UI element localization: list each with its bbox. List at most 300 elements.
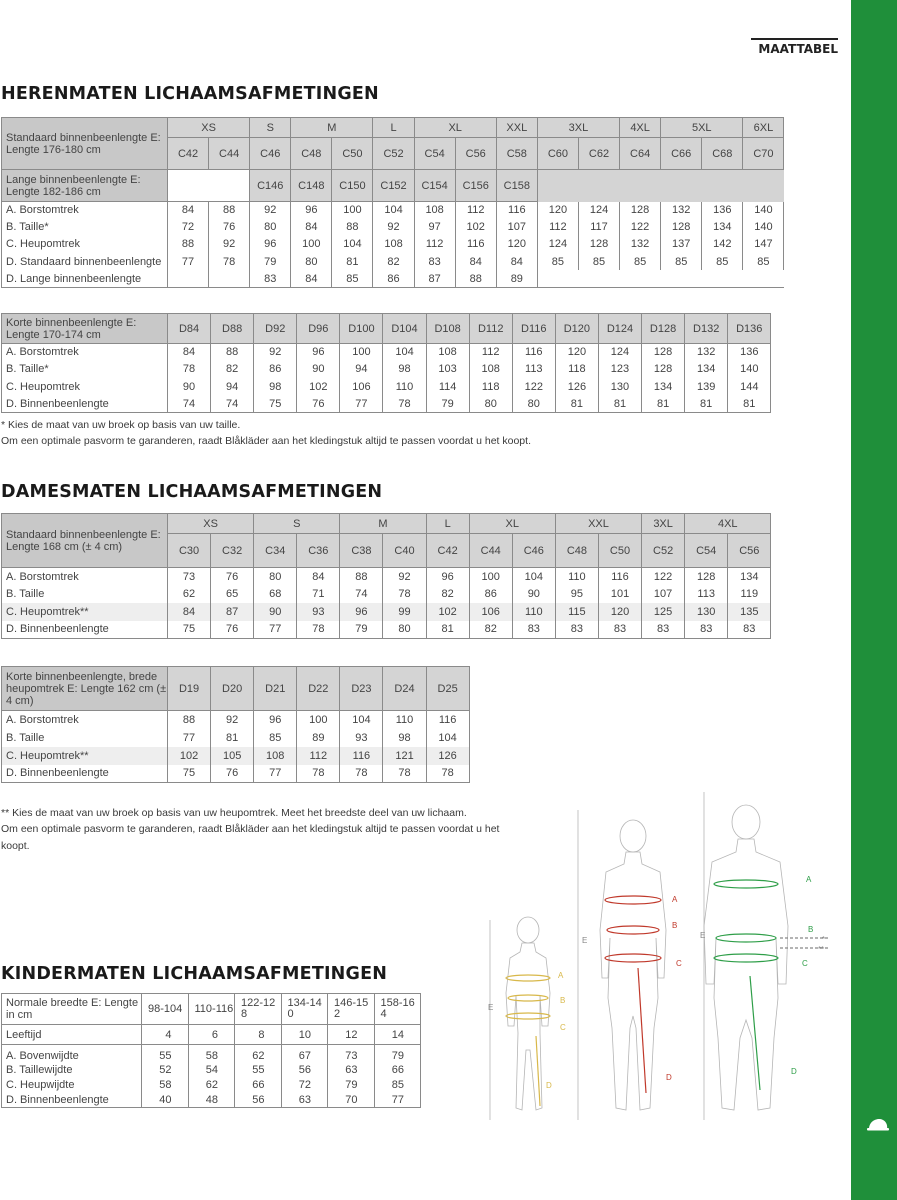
row-label: A. Borstomtrek xyxy=(2,568,168,586)
row-label: B. Taille* xyxy=(2,219,168,236)
age-cell: 6 xyxy=(188,1025,235,1045)
size-code: C156 xyxy=(455,170,496,202)
size-code: C70 xyxy=(743,138,784,170)
size-code: D24 xyxy=(383,667,426,711)
table-cell: 92 xyxy=(211,711,254,729)
size-group-header: 5XL xyxy=(661,118,743,138)
row-label: D. Binnenbeenlengte xyxy=(2,395,168,412)
table-cell: 70 xyxy=(328,1093,375,1108)
table-cell: 128 xyxy=(661,219,702,236)
table-cell: 108 xyxy=(254,747,297,765)
size-code: C52 xyxy=(373,138,414,170)
table-cell: 81 xyxy=(426,621,469,639)
svg-text:D: D xyxy=(791,1067,797,1076)
table-cell: 122 xyxy=(642,568,685,586)
table-cell: 62 xyxy=(235,1045,282,1063)
row-label: D. Binnenbeenlengte xyxy=(2,1093,142,1108)
table-cell: 85 xyxy=(537,253,578,270)
side-color-bar xyxy=(851,0,897,1200)
table-cell: 63 xyxy=(281,1093,328,1108)
row-label: C. Heupwijdte xyxy=(2,1078,142,1093)
table-cell: 128 xyxy=(642,361,685,378)
size-code: C146 xyxy=(250,170,291,202)
size-code: D19 xyxy=(168,667,211,711)
table-cell: 81 xyxy=(685,395,728,412)
size-group-header: 4XL xyxy=(620,118,661,138)
table-cell: 66 xyxy=(374,1063,421,1078)
table-row xyxy=(2,621,771,639)
table-cell: 78 xyxy=(383,395,426,412)
table-row xyxy=(2,253,784,270)
table-cell: 134 xyxy=(702,219,743,236)
table-cell: 81 xyxy=(642,395,685,412)
table-cell: 78 xyxy=(383,765,426,783)
table-cell: 79 xyxy=(328,1078,375,1093)
table-cell: 108 xyxy=(469,361,512,378)
table-cell: 78 xyxy=(383,585,426,603)
table-cell: 121 xyxy=(383,747,426,765)
table-cell: 75 xyxy=(168,765,211,783)
table-cell: 56 xyxy=(235,1093,282,1108)
table-cell: 98 xyxy=(383,361,426,378)
table-cell: 76 xyxy=(297,395,340,412)
table-cell: 79 xyxy=(374,1045,421,1063)
men-note-2: Om een optimale pasvorm te garanderen, raadt Blåkläder aan het kledingstuk altijd te passen voordat u het koopt. xyxy=(1,435,531,447)
table-cell: 80 xyxy=(383,621,426,639)
table-cell: 84 xyxy=(168,603,211,621)
size-code: D84 xyxy=(168,314,211,344)
size-code: D136 xyxy=(728,314,771,344)
table-row xyxy=(2,395,771,412)
row-label: B. Taille xyxy=(2,729,168,747)
length-range: 98-104 xyxy=(142,994,189,1025)
length-range: 134-140 xyxy=(281,994,328,1025)
table-cell: 140 xyxy=(743,219,784,236)
table-cell: 128 xyxy=(578,236,619,253)
svg-text:E: E xyxy=(700,931,706,940)
size-code: C148 xyxy=(291,170,332,202)
svg-text:**: ** xyxy=(818,945,825,954)
table-row xyxy=(2,378,771,395)
table-cell: 116 xyxy=(455,236,496,253)
size-code: D25 xyxy=(426,667,469,711)
size-code: D23 xyxy=(340,667,383,711)
size-code: C36 xyxy=(297,534,340,568)
size-group-header: XL xyxy=(414,118,496,138)
table-cell: 101 xyxy=(598,585,641,603)
size-code: C46 xyxy=(512,534,555,568)
table-cell: 124 xyxy=(537,236,578,253)
table-cell: 83 xyxy=(250,270,291,287)
table-cell: 81 xyxy=(211,729,254,747)
size-code: C44 xyxy=(209,138,250,170)
table-cell: 100 xyxy=(332,202,373,219)
table-cell: 116 xyxy=(340,747,383,765)
table-cell: 73 xyxy=(168,568,211,586)
table-cell: 118 xyxy=(469,378,512,395)
table-cell: 100 xyxy=(340,344,383,361)
table-cell: 110 xyxy=(383,378,426,395)
row-label: C. Heupomtrek xyxy=(2,236,168,253)
women-short-size-table xyxy=(1,666,470,783)
size-code: C32 xyxy=(211,534,254,568)
helmet-logo-icon xyxy=(867,1118,889,1132)
size-group-header: L xyxy=(426,514,469,534)
table-cell: 84 xyxy=(297,568,340,586)
table-cell: 99 xyxy=(383,603,426,621)
row-label: D. Binnenbeenlengte xyxy=(2,765,168,783)
size-code: C48 xyxy=(291,138,332,170)
table-cell: 85 xyxy=(578,253,619,270)
table-cell: 88 xyxy=(209,202,250,219)
empty-cell xyxy=(743,270,784,287)
table-cell: 87 xyxy=(211,603,254,621)
table-cell: 136 xyxy=(728,344,771,361)
table-cell: 76 xyxy=(211,765,254,783)
table-cell: 77 xyxy=(374,1093,421,1108)
svg-text:*: * xyxy=(822,935,826,944)
table-cell: 75 xyxy=(254,395,297,412)
table-cell: 86 xyxy=(373,270,414,287)
table-cell: 102 xyxy=(297,378,340,395)
table-cell: 82 xyxy=(373,253,414,270)
table-row xyxy=(2,729,470,747)
table-cell: 85 xyxy=(661,253,702,270)
row-label: D. Binnenbeenlengte xyxy=(2,621,168,639)
svg-text:A: A xyxy=(806,875,812,884)
table-cell: 80 xyxy=(254,568,297,586)
table-cell: 132 xyxy=(685,344,728,361)
table-cell: 113 xyxy=(512,361,555,378)
size-code: C58 xyxy=(496,138,537,170)
table-cell: 88 xyxy=(168,711,211,729)
women-section-title: DAMESMATEN LICHAAMSAFMETINGEN xyxy=(1,482,383,502)
table-cell: 71 xyxy=(297,585,340,603)
men-note-1: * Kies de maat van uw broek op basis van uw taille. xyxy=(1,419,241,431)
table-cell: 85 xyxy=(620,253,661,270)
svg-text:B: B xyxy=(808,925,814,934)
table-cell: 87 xyxy=(414,270,455,287)
size-code: C38 xyxy=(340,534,383,568)
table-cell: 142 xyxy=(702,236,743,253)
table-cell: 134 xyxy=(728,568,771,586)
size-group-header: XXL xyxy=(555,514,641,534)
table-cell: 96 xyxy=(426,568,469,586)
row-label: C. Heupomtrek** xyxy=(2,603,168,621)
age-cell: 8 xyxy=(235,1025,282,1045)
table-cell: 82 xyxy=(211,361,254,378)
table-cell: 93 xyxy=(297,603,340,621)
table-cell: 84 xyxy=(455,253,496,270)
size-code: C52 xyxy=(642,534,685,568)
table-row xyxy=(2,585,771,603)
table-cell: 81 xyxy=(332,253,373,270)
table-cell: 90 xyxy=(297,361,340,378)
size-group-header: L xyxy=(373,118,414,138)
table-cell: 83 xyxy=(555,621,598,639)
table-cell: 117 xyxy=(578,219,619,236)
table-cell: 81 xyxy=(598,395,641,412)
table-cell: 80 xyxy=(291,253,332,270)
table-cell: 92 xyxy=(254,344,297,361)
size-code: C50 xyxy=(332,138,373,170)
table-cell: 124 xyxy=(578,202,619,219)
page-tag: MAATTABEL xyxy=(751,38,838,58)
table-cell: 78 xyxy=(426,765,469,783)
table-row xyxy=(2,270,784,287)
table-cell: 147 xyxy=(743,236,784,253)
table-cell: 104 xyxy=(383,344,426,361)
table-cell: 55 xyxy=(235,1063,282,1078)
table-cell: 92 xyxy=(209,236,250,253)
row-label: A. Bovenwijdte xyxy=(2,1045,142,1063)
size-code: C66 xyxy=(661,138,702,170)
table-cell: 88 xyxy=(455,270,496,287)
table-cell: 88 xyxy=(332,219,373,236)
table-cell: 108 xyxy=(373,236,414,253)
table-cell: 55 xyxy=(142,1045,189,1063)
table-cell: 74 xyxy=(211,395,254,412)
size-code: C68 xyxy=(702,138,743,170)
table-cell: 116 xyxy=(426,711,469,729)
table-cell: 74 xyxy=(340,585,383,603)
table-row xyxy=(2,361,771,378)
table-cell: 100 xyxy=(297,711,340,729)
table-row xyxy=(2,1078,421,1093)
table-cell: 77 xyxy=(340,395,383,412)
table-cell: 130 xyxy=(685,603,728,621)
svg-text:C: C xyxy=(560,1023,566,1032)
table-row xyxy=(2,1093,421,1108)
table-cell: 107 xyxy=(496,219,537,236)
table-cell: 96 xyxy=(250,236,291,253)
size-group-header: S xyxy=(254,514,340,534)
age-label: Leeftijd xyxy=(2,1025,142,1045)
table-cell: 77 xyxy=(168,253,209,270)
age-cell: 10 xyxy=(281,1025,328,1045)
table-row xyxy=(2,1063,421,1078)
size-group-header: M xyxy=(340,514,426,534)
short-size-label: Korte binnenbeenlengte, brede heupomtrek E: Lengte 162 cm (± 4 cm) xyxy=(2,667,168,711)
table-cell: 90 xyxy=(168,378,211,395)
svg-text:C: C xyxy=(802,959,808,968)
table-cell: 84 xyxy=(291,270,332,287)
standard-size-label: Standaard binnenbeenlengte E: Lengte 168 cm (± 4 cm) xyxy=(2,514,168,568)
table-cell: 104 xyxy=(332,236,373,253)
age-cell: 4 xyxy=(142,1025,189,1045)
men-section-title: HERENMATEN LICHAAMSAFMETINGEN xyxy=(1,84,379,104)
row-label: A. Borstomtrek xyxy=(2,344,168,361)
age-cell: 14 xyxy=(374,1025,421,1045)
table-cell: 90 xyxy=(254,603,297,621)
size-code: D120 xyxy=(555,314,598,344)
age-cell: 12 xyxy=(328,1025,375,1045)
length-range: 146-152 xyxy=(328,994,375,1025)
table-cell: 98 xyxy=(383,729,426,747)
table-cell: 77 xyxy=(168,729,211,747)
table-cell: 120 xyxy=(555,344,598,361)
short-size-label: Korte binnenbeenlengte E: Lengte 170-174 cm xyxy=(2,314,168,344)
table-cell: 65 xyxy=(211,585,254,603)
table-cell: 80 xyxy=(469,395,512,412)
table-cell: 94 xyxy=(211,378,254,395)
table-cell: 105 xyxy=(211,747,254,765)
size-code: C152 xyxy=(373,170,414,202)
table-cell: 124 xyxy=(598,344,641,361)
table-cell: 92 xyxy=(250,202,291,219)
table-cell: 94 xyxy=(340,361,383,378)
women-note-2: Om een optimale pasvorm te garanderen, raadt Blåkläder aan het kledingstuk altijd te passen voordat u het koopt. xyxy=(1,823,500,852)
table-cell: 85 xyxy=(743,253,784,270)
table-cell: 110 xyxy=(512,603,555,621)
table-cell: 104 xyxy=(340,711,383,729)
table-cell: 88 xyxy=(211,344,254,361)
table-cell: 92 xyxy=(383,568,426,586)
table-cell: 77 xyxy=(254,621,297,639)
table-cell: 54 xyxy=(188,1063,235,1078)
long-size-label: Lange binnenbeenlengte E: Lengte 182-186 cm xyxy=(2,170,168,202)
row-label: A. Borstomtrek xyxy=(2,711,168,729)
table-cell: 128 xyxy=(620,202,661,219)
table-cell: 122 xyxy=(620,219,661,236)
table-cell: 139 xyxy=(685,378,728,395)
table-cell: 84 xyxy=(496,253,537,270)
table-cell: 112 xyxy=(414,236,455,253)
woman-figure-icon xyxy=(578,810,666,1120)
table-cell: 77 xyxy=(254,765,297,783)
table-row xyxy=(2,747,470,765)
table-cell: 128 xyxy=(685,568,728,586)
empty-cell xyxy=(537,270,578,287)
men-size-table xyxy=(1,117,784,288)
size-code: D116 xyxy=(512,314,555,344)
size-code: C46 xyxy=(250,138,291,170)
table-cell: 78 xyxy=(168,361,211,378)
kids-section-title: KINDERMATEN LICHAAMSAFMETINGEN xyxy=(1,964,388,984)
standard-size-label: Standaard binnenbeenlengte E: Lengte 176-180 cm xyxy=(2,118,168,170)
men-short-size-table xyxy=(1,313,771,413)
size-group-header: 6XL xyxy=(743,118,784,138)
table-cell: 102 xyxy=(455,219,496,236)
kids-size-table xyxy=(1,993,421,1108)
size-code: C42 xyxy=(168,138,209,170)
svg-text:D: D xyxy=(666,1073,672,1082)
table-cell: 80 xyxy=(250,219,291,236)
size-group-header: XXL xyxy=(496,118,537,138)
kids-header-label: Normale breedte E: Lengte in cm xyxy=(2,994,142,1025)
table-cell: 84 xyxy=(291,219,332,236)
table-cell: 135 xyxy=(728,603,771,621)
table-cell: 78 xyxy=(340,765,383,783)
size-group-header: XL xyxy=(469,514,555,534)
size-code: D21 xyxy=(254,667,297,711)
table-cell: 90 xyxy=(512,585,555,603)
table-cell: 96 xyxy=(291,202,332,219)
table-cell: 144 xyxy=(728,378,771,395)
table-cell: 103 xyxy=(426,361,469,378)
table-cell: 85 xyxy=(702,253,743,270)
table-cell: 83 xyxy=(685,621,728,639)
table-cell: 81 xyxy=(728,395,771,412)
table-cell: 126 xyxy=(426,747,469,765)
size-group-header: XS xyxy=(168,118,250,138)
size-code: D20 xyxy=(211,667,254,711)
table-row xyxy=(2,219,784,236)
table-cell: 114 xyxy=(426,378,469,395)
table-cell: 85 xyxy=(374,1078,421,1093)
table-cell: 120 xyxy=(537,202,578,219)
table-cell: 110 xyxy=(555,568,598,586)
table-cell: 102 xyxy=(426,603,469,621)
age-row xyxy=(2,1025,421,1045)
svg-text:D: D xyxy=(546,1081,552,1090)
empty-cell xyxy=(537,170,784,202)
size-code: C44 xyxy=(469,534,512,568)
size-code: C154 xyxy=(414,170,455,202)
table-cell: 128 xyxy=(642,344,685,361)
table-cell: 73 xyxy=(328,1045,375,1063)
table-cell: 86 xyxy=(254,361,297,378)
size-code: C158 xyxy=(496,170,537,202)
table-cell: 100 xyxy=(291,236,332,253)
empty-cell xyxy=(620,270,661,287)
table-row xyxy=(2,202,784,219)
table-cell: 72 xyxy=(168,219,209,236)
table-cell: 120 xyxy=(496,236,537,253)
size-code: D92 xyxy=(254,314,297,344)
size-code: C50 xyxy=(598,534,641,568)
svg-text:A: A xyxy=(672,895,678,904)
table-cell: 48 xyxy=(188,1093,235,1108)
table-cell: 83 xyxy=(642,621,685,639)
size-code: C34 xyxy=(254,534,297,568)
table-cell: 62 xyxy=(168,585,211,603)
table-cell: 78 xyxy=(297,621,340,639)
table-cell: 106 xyxy=(469,603,512,621)
size-code: C62 xyxy=(578,138,619,170)
table-cell: 58 xyxy=(188,1045,235,1063)
table-cell: 82 xyxy=(426,585,469,603)
size-code: D104 xyxy=(383,314,426,344)
length-range: 158-164 xyxy=(374,994,421,1025)
svg-text:E: E xyxy=(488,1003,494,1012)
table-cell xyxy=(209,270,250,287)
table-cell: 63 xyxy=(328,1063,375,1078)
table-row xyxy=(2,236,784,253)
size-code: C30 xyxy=(168,534,211,568)
table-cell: 67 xyxy=(281,1045,328,1063)
size-code: D88 xyxy=(211,314,254,344)
size-code: D100 xyxy=(340,314,383,344)
svg-text:B: B xyxy=(672,921,678,930)
table-cell: 81 xyxy=(555,395,598,412)
table-cell: 104 xyxy=(512,568,555,586)
table-cell: 86 xyxy=(469,585,512,603)
table-cell: 84 xyxy=(168,202,209,219)
row-label: B. Taille* xyxy=(2,361,168,378)
size-code: C56 xyxy=(455,138,496,170)
table-cell: 118 xyxy=(555,361,598,378)
table-cell: 106 xyxy=(340,378,383,395)
svg-text:A: A xyxy=(558,971,564,980)
table-cell: 82 xyxy=(469,621,512,639)
size-code: D96 xyxy=(297,314,340,344)
table-cell: 113 xyxy=(685,585,728,603)
table-cell: 126 xyxy=(555,378,598,395)
table-cell: 58 xyxy=(142,1078,189,1093)
table-cell: 68 xyxy=(254,585,297,603)
table-cell: 83 xyxy=(512,621,555,639)
